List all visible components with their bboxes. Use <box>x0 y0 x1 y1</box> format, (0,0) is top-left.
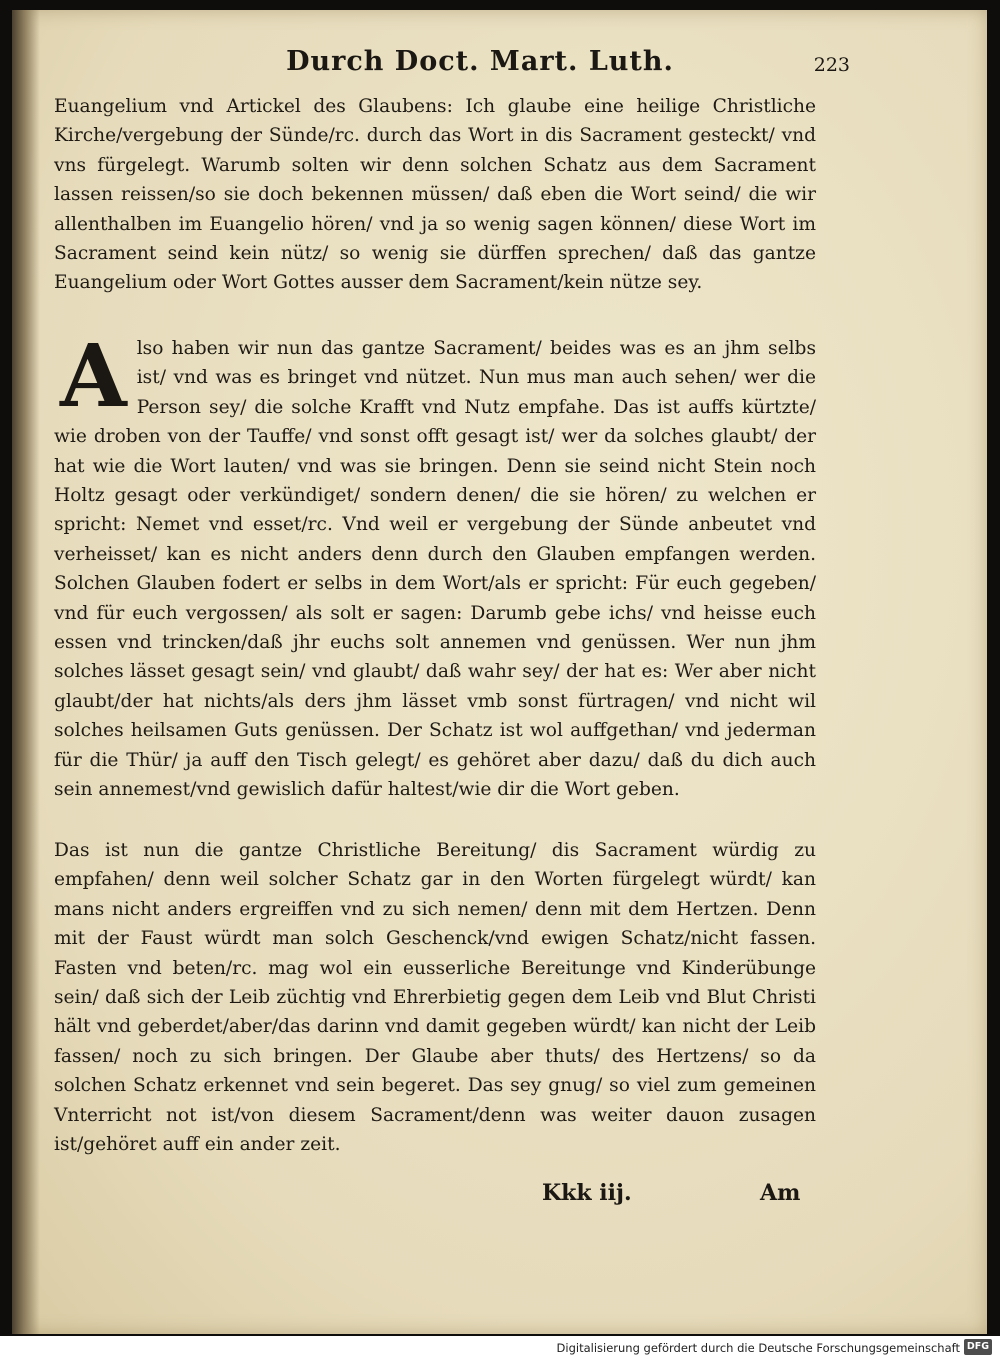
dfg-logo: DFG <box>964 1339 992 1355</box>
page-number: 223 <box>813 54 850 76</box>
signature-mark: Kkk iij. <box>542 1180 632 1206</box>
funding-note: Digitalisierung gefördert durch die Deutsche Forschungsgemeinschaft <box>556 1341 960 1355</box>
running-title: Durch Doct. Mart. Luth. <box>286 46 674 77</box>
paragraph-1: Euangelium vnd Artickel des Glaubens: Ich glaube eine heilige Christliche Kirche/vergebung der Sünde/rc. durch das Wort in dis Sacrament gesteckt/ vnd vns fürgelegt. Warumb solten wir denn solchen Schatz aus dem Sacrament lassen reissen/so sie doch bekennen müssen/ daß eben die Wort seind/ die wir allenthalben im Euangelio hören/ vnd ja so wenig sagen können/ diese Wort im Sacrament seind kein nütz/ so wenig sie dürffen sprechen/ daß das gantze Euangelium oder Wort Gottes ausser dem Sacrament/kein nütze sey. <box>54 96 816 294</box>
paragraph-3: Das ist nun die gantze Christliche Bereitung/ dis Sacrament würdig zu empfahen/ denn weil solcher Schatz gar in den Worten fürgelegt würdt/ kan mans nicht anders ergreiffen vnd zu sich nemen/ denn mit dem Hertzen. Denn mit der Faust würdt man solch Geschenck/vnd ewigen Schatz/nicht fassen. Fasten vnd beten/rc. mag wol ein eusserliche Bereitunge vnd Kinderübunge sein/ daß sich der Leib züchtig vnd Ehrerbietig gegen dem Leib vnd Blut Christi hält vnd geberdet/aber/das darinn vnd damit gegeben würdt/ kan nicht der Leib fassen/ noch zu sich bringen. Der Glaube aber thuts/ des Hertzens/ so da solchen Schatz erkennet vnd sein begeret. Das sey gnug/ so viel zum gemeinen Vnterricht not ist/von diesem Sacrament/denn was weiter dauon zusagen ist/gehöret auff ein ander zeit. <box>54 840 816 1156</box>
paragraph-2 <box>54 326 816 805</box>
catchword: Am <box>760 1180 801 1206</box>
drop-cap-initial: A <box>60 326 127 427</box>
page-binding-edge <box>12 10 40 1334</box>
paragraph-2-text: lso haben wir nun das gantze Sacrament/ beides was es an jhm selbs ist/ vnd was es bringet vnd nützet. Nun mus man auch sehen/ wer die Person sey/ die solche Krafft vnd Nutz empfahe. Das ist auffs kürtzte/ wie droben von der Tauffe/ vnd sonst offt gesagt ist/ wer da solches glaubt/ der hat wie die Wort lauten/ vnd was sie bringen. Denn sie seind nicht Stein noch Holtz gesagt oder verkündiget/ sondern denen/ die sie hören/ zu welchen er spricht: Nemet vnd esset/rc. Vnd weil er vergebung der Sünde anbeutet vnd verheisset/ kan es nicht anders denn durch den Glauben empfangen werden. Solchen Glauben fodert er selbs in dem Wort/als er spricht: Für euch gegeben/ vnd für euch vergossen/ als solt er sagen: Darumb gebe ichs/ vnd heisse euch essen vnd trincken/daß jhr euchs solt annemen vnd genüssen. Wer nun jhm solches lässet gesagt sein/ vnd glaubt/ daß wahr sey/ der hat es: Wer aber nicht glaubt/der hat nichts/als ders jhm lässet vmb sonst fürtragen/ vnd nicht wil solches heilsamen Guts genüssen. Der Schatz ist wol auffgethan/ vnd jederman für die Thür/ ja auff den Tisch gelegt/ es gehöret aber dazu/ daß du dich auch sein annemest/vnd gewislich dafür haltest/wie dir die Wort geben. <box>54 338 816 801</box>
